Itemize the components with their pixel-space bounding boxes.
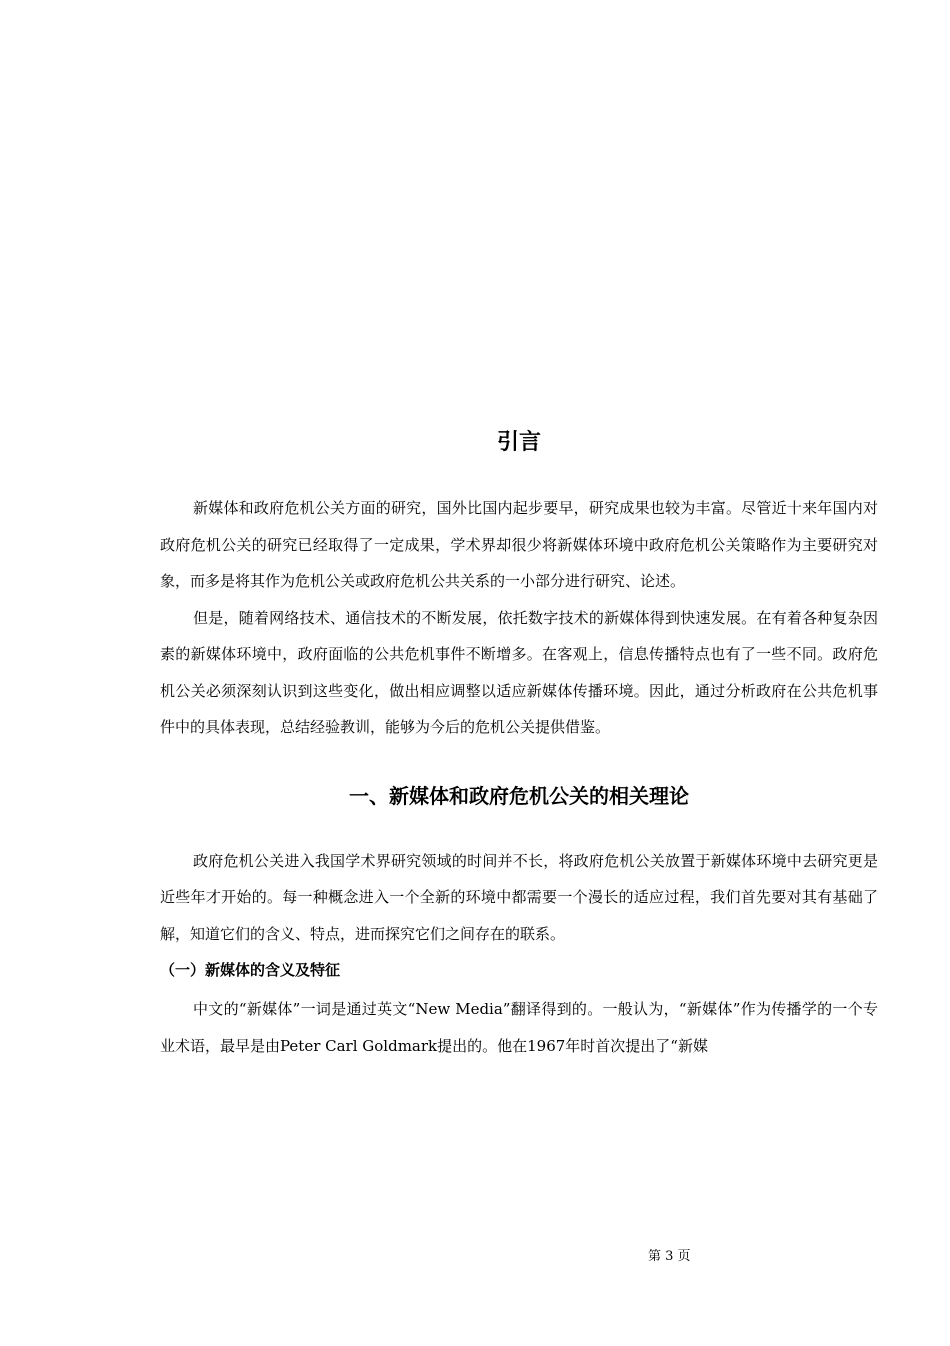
section-1-heading: 一、新媒体和政府危机公关的相关理论 — [349, 783, 689, 808]
page-number: 第 3 页 — [648, 1249, 691, 1264]
intro-heading: 引言 — [496, 430, 541, 455]
section-1-paragraph: 政府危机公关进入我国学术界研究领域的时间并不长，将政府危机公关放置于新媒体环境中去研究更是近些年才开始的。每一种概念进入一个全新的环境中都需要一个漫长的适应过程，我们首先要对其有基础了解，知道它们的含义、特点，进而探究它们之间存在的联系。 — [160, 851, 878, 943]
intro-paragraph-1: 新媒体和政府危机公关方面的研究，国外比国内起步要早，研究成果也较为丰富。尽管近十来年国内对政府危机公关的研究已经取得了一定成果，学术界却很少将新媒体环境中政府危机公关策略作为主要研究对象，而多是将其作为危机公关或政府危机公共关系的一小部分进行研究、论述。 — [160, 499, 878, 590]
subsection-1-paragraph: 中文的“新媒体”一词是通过英文“New Media”翻译得到的。一般认为，“新媒体”作为传播学的一个专业术语，最早是由Peter Carl Goldmark提出的。他在1967年时首次提出了“新媒 — [160, 1000, 878, 1055]
page-content — [160, 425, 878, 1064]
intro-paragraph-2: 但是，随着网络技术、通信技术的不断发展，依托数字技术的新媒体得到快速发展。在有着各种复杂因素的新媒体环境中，政府面临的公共危机事件不断增多。在客观上，信息传播特点也有了一些不同。政府危机公关必须深刻认识到这些变化，做出相应调整以适应新媒体传播环境。因此，通过分析政府在公共危机事件中的具体表现，总结经验教训，能够为今后的危机公关提供借鉴。 — [160, 608, 878, 736]
subsection-1-heading: （一）新媒体的含义及特征 — [160, 961, 341, 979]
